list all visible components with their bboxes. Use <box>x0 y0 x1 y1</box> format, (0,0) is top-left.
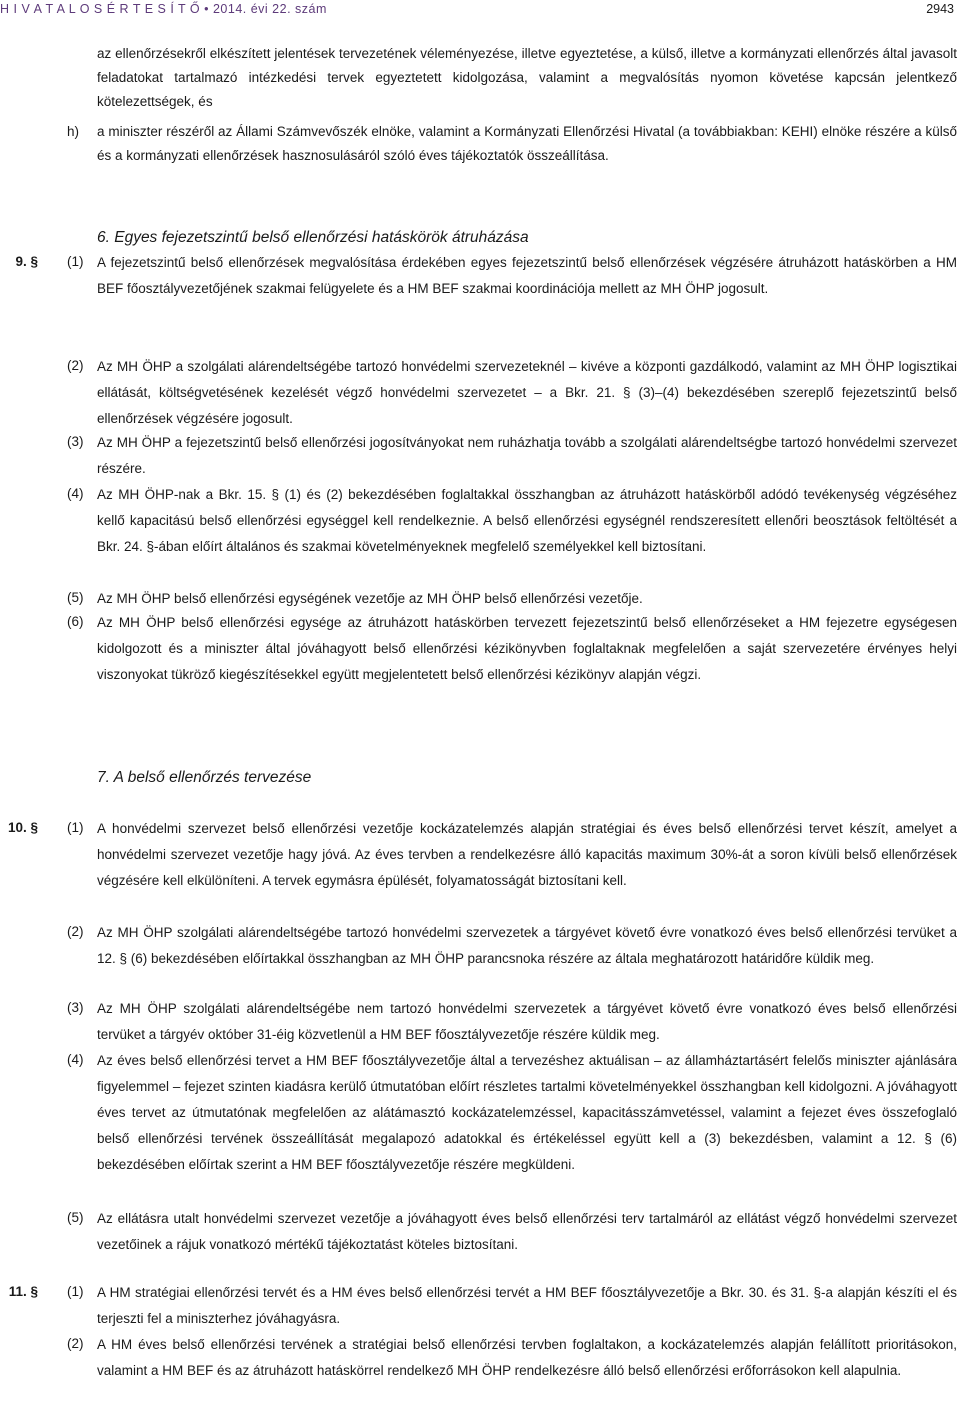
section-title-7: 7. A belső ellenőrzés tervezése <box>97 769 312 786</box>
subparagraph-text: A honvédelmi szervezet belső ellenőrzési vezetője kockázatelemzés alapján stratégiai és éves belső ellenőrzési tervet készít, amelyet a honvédelmi szervezet vezetője hagy jóvá. Az éves tervben a rendelkezésre álló kapacitás maximum 30%-át a soron kívüli belső ellenőrzések végzésére kell elkülöníteni. A tervek egymásra épülését, folyamatosságát biztosítani kell. <box>97 821 957 888</box>
subparagraph-text: Az MH ÖHP szolgálati alárendeltségébe tartozó honvédelmi szervezetek a tárgyévet követő évre vonatkozó éves belső ellenőrzési tervüket a 12. § (6) bekezdésében előírtakkal összhangban az MH ÖHP parancsnoka részére az általa meghatározott határidőre küldik meg. <box>97 925 957 966</box>
subparagraph-text: Az MH ÖHP a fejezetszintű belső ellenőrzési jogosítványokat nem ruházhatja tovább a szolgálati alárendeltségbe tartozó honvédelmi szervezet részére. <box>97 435 957 476</box>
journal-title: H I V A T A L O S É R T E S Í T Ő • 2014. évi 22. szám <box>0 2 327 16</box>
page-header <box>0 0 960 18</box>
subparagraph-text: A fejezetszintű belső ellenőrzések megvalósítása érdekében egyes fejezetszintű belső ellenőrzések végzésére átruházott hatáskörben a HM BEF főosztályvezetőjének szakmai felügyelete és a HM BEF szakmai koordinációja mellett az MH ÖHP jogosult. <box>97 255 957 296</box>
subparagraph-text: Az MH ÖHP-nak a Bkr. 15. § (1) és (2) bekezdésében foglaltakkal összhangban az átruházott hatáskörből adódó tevékenység végzéséhez kellő kapacitású belső ellenőrzési egységgel kell rendelkeznie. A belső ellenőrzési egységnél rendszeresített ellenőri beosztások feltöltését a Bkr. 24. §-ában előírt általános és szakmai követelményeknek megfelelő személyekkel kell biztosítani. <box>97 487 957 554</box>
subparagraph-number: (2) <box>67 358 84 373</box>
subparagraph-text: Az éves belső ellenőrzési tervet a HM BEF főosztályvezetője által a tervezéshez aktuálisan – az államháztartásért felelős miniszter ajánlására figyelemmel – fejezet szinten kiadásra kerülő útmutatóban előírt részletes tartalmi követelményekkel összhangban kell kidolgozni. A jóváhagyott éves tervet az útmutatónak megfelelően az alátámasztó kockázatelemzéssel, kapacitásszámvetéssel, valamint a fejezet éves összefoglaló belső ellenőrzési tervének összeállítását megalapozó adatokkal és értékeléssel együtt kell a (3) bekezdésben, valamint a 12. § (6) bekezdésében előírtak szerint a HM BEF főosztályvezetője részére megküldeni. <box>97 1053 957 1172</box>
subparagraph-text: Az MH ÖHP szolgálati alárendeltségébe nem tartozó honvédelmi szervezetek a tárgyévet követő évre vonatkozó éves belső ellenőrzési tervüket a tárgyév október 31-éig közvetlenül a HM BEF főosztályvezetője részére küldik meg. <box>97 1001 957 1042</box>
paragraph-number: 10. § <box>7 820 38 835</box>
subparagraph-number: (3) <box>67 434 84 449</box>
subparagraph-number: (2) <box>67 924 84 939</box>
paragraph-number: 9. § <box>15 254 38 269</box>
subparagraph-number: (5) <box>67 1210 84 1225</box>
subparagraph-text: Az MH ÖHP belső ellenőrzési egységének vezetője az MH ÖHP belső ellenőrzési vezetője. <box>97 591 643 606</box>
subparagraph-number: (4) <box>67 486 84 501</box>
section-title-6: 6. Egyes fejezetszintű belső ellenőrzési hatáskörök átruházása <box>97 229 529 246</box>
subparagraph-number: (2) <box>67 1336 84 1351</box>
list-item-text: a miniszter részéről az Állami Számvevőszék elnöke, valamint a Kormányzati Ellenőrzési Hivatal (a továbbiakban: KEHI) elnöke részére a külső és a kormányzati ellenőrzések hasznosulásáról szóló éves tájékoztatók összeállítása. <box>97 124 957 163</box>
subparagraph-number: (6) <box>67 614 84 629</box>
subparagraph-number: (3) <box>67 1000 84 1015</box>
intro-text: az ellenőrzésekről elkészített jelentések tervezetének véleményezése, illetve egyeztetése, a külső, illetve a kormányzati ellenőrzés által javasolt feladatokat tartalmazó intézkedési tervek egyeztetett kidolgozása, valamint a megvalósítás nyomon követése kapcsán jelentkező kötelezettségek, és <box>97 46 957 109</box>
subparagraph-text: A HM stratégiai ellenőrzési tervét és a HM éves belső ellenőrzési tervét a HM BEF főosztályvezetője a Bkr. 30. és 31. §-a alapján készíti el és terjeszti fel a miniszterhez jóváhagyásra. <box>97 1285 957 1326</box>
page-number: 2943 <box>926 2 954 16</box>
subparagraph-text: Az MH ÖHP a szolgálati alárendeltségébe tartozó honvédelmi szervezeteknél – kivéve a központi gazdálkodó, valamint az MH ÖHP logisztikai ellátását, költségvetésének kezelését végző honvédelmi szervezetet – a Bkr. 21. § (3)–(4) bekezdésében szereplő fejezetszintű belső ellenőrzések végzésére jogosult. <box>97 359 957 426</box>
paragraph-number: 11. § <box>8 1284 38 1299</box>
subparagraph-number: (1) <box>67 1284 84 1299</box>
list-item-label: h) <box>67 124 80 139</box>
subparagraph-text: Az ellátásra utalt honvédelmi szervezet vezetője a jóváhagyott éves belső ellenőrzési terv tartalmáról az ellátást végző honvédelmi szervezet vezetőinek a rájuk vonatkozó mértékű tájékoztatást köteles biztosítani. <box>97 1211 957 1252</box>
subparagraph-number: (1) <box>67 820 84 835</box>
subparagraph-text: A HM éves belső ellenőrzési tervének a stratégiai belső ellenőrzési tervben foglaltakon, a kockázatelemzés alapján felállított prioritásokon, valamint a HM BEF és az átruházott hatáskörrel rendelkező MH ÖHP rendelkezésre álló belső ellenőrzési erőforrásokon kell alapulnia. <box>97 1337 957 1378</box>
subparagraph-text: Az MH ÖHP belső ellenőrzési egysége az átruházott hatáskörben tervezett fejezetszintű belső ellenőrzéseket a HM fejezetre egységesen kidolgozott és a miniszter által jóváhagyott belső ellenőrzési kézikönyvben foglaltaknak megfelelően a saját szervezetére érvényes helyi viszonyokat tükröző kiegészítésekkel együtt megjelentetett belső ellenőrzési kézikönyv alapján végzi. <box>97 615 957 682</box>
subparagraph-number: (5) <box>67 590 84 605</box>
subparagraph-number: (1) <box>67 254 84 269</box>
subparagraph-number: (4) <box>67 1052 84 1067</box>
